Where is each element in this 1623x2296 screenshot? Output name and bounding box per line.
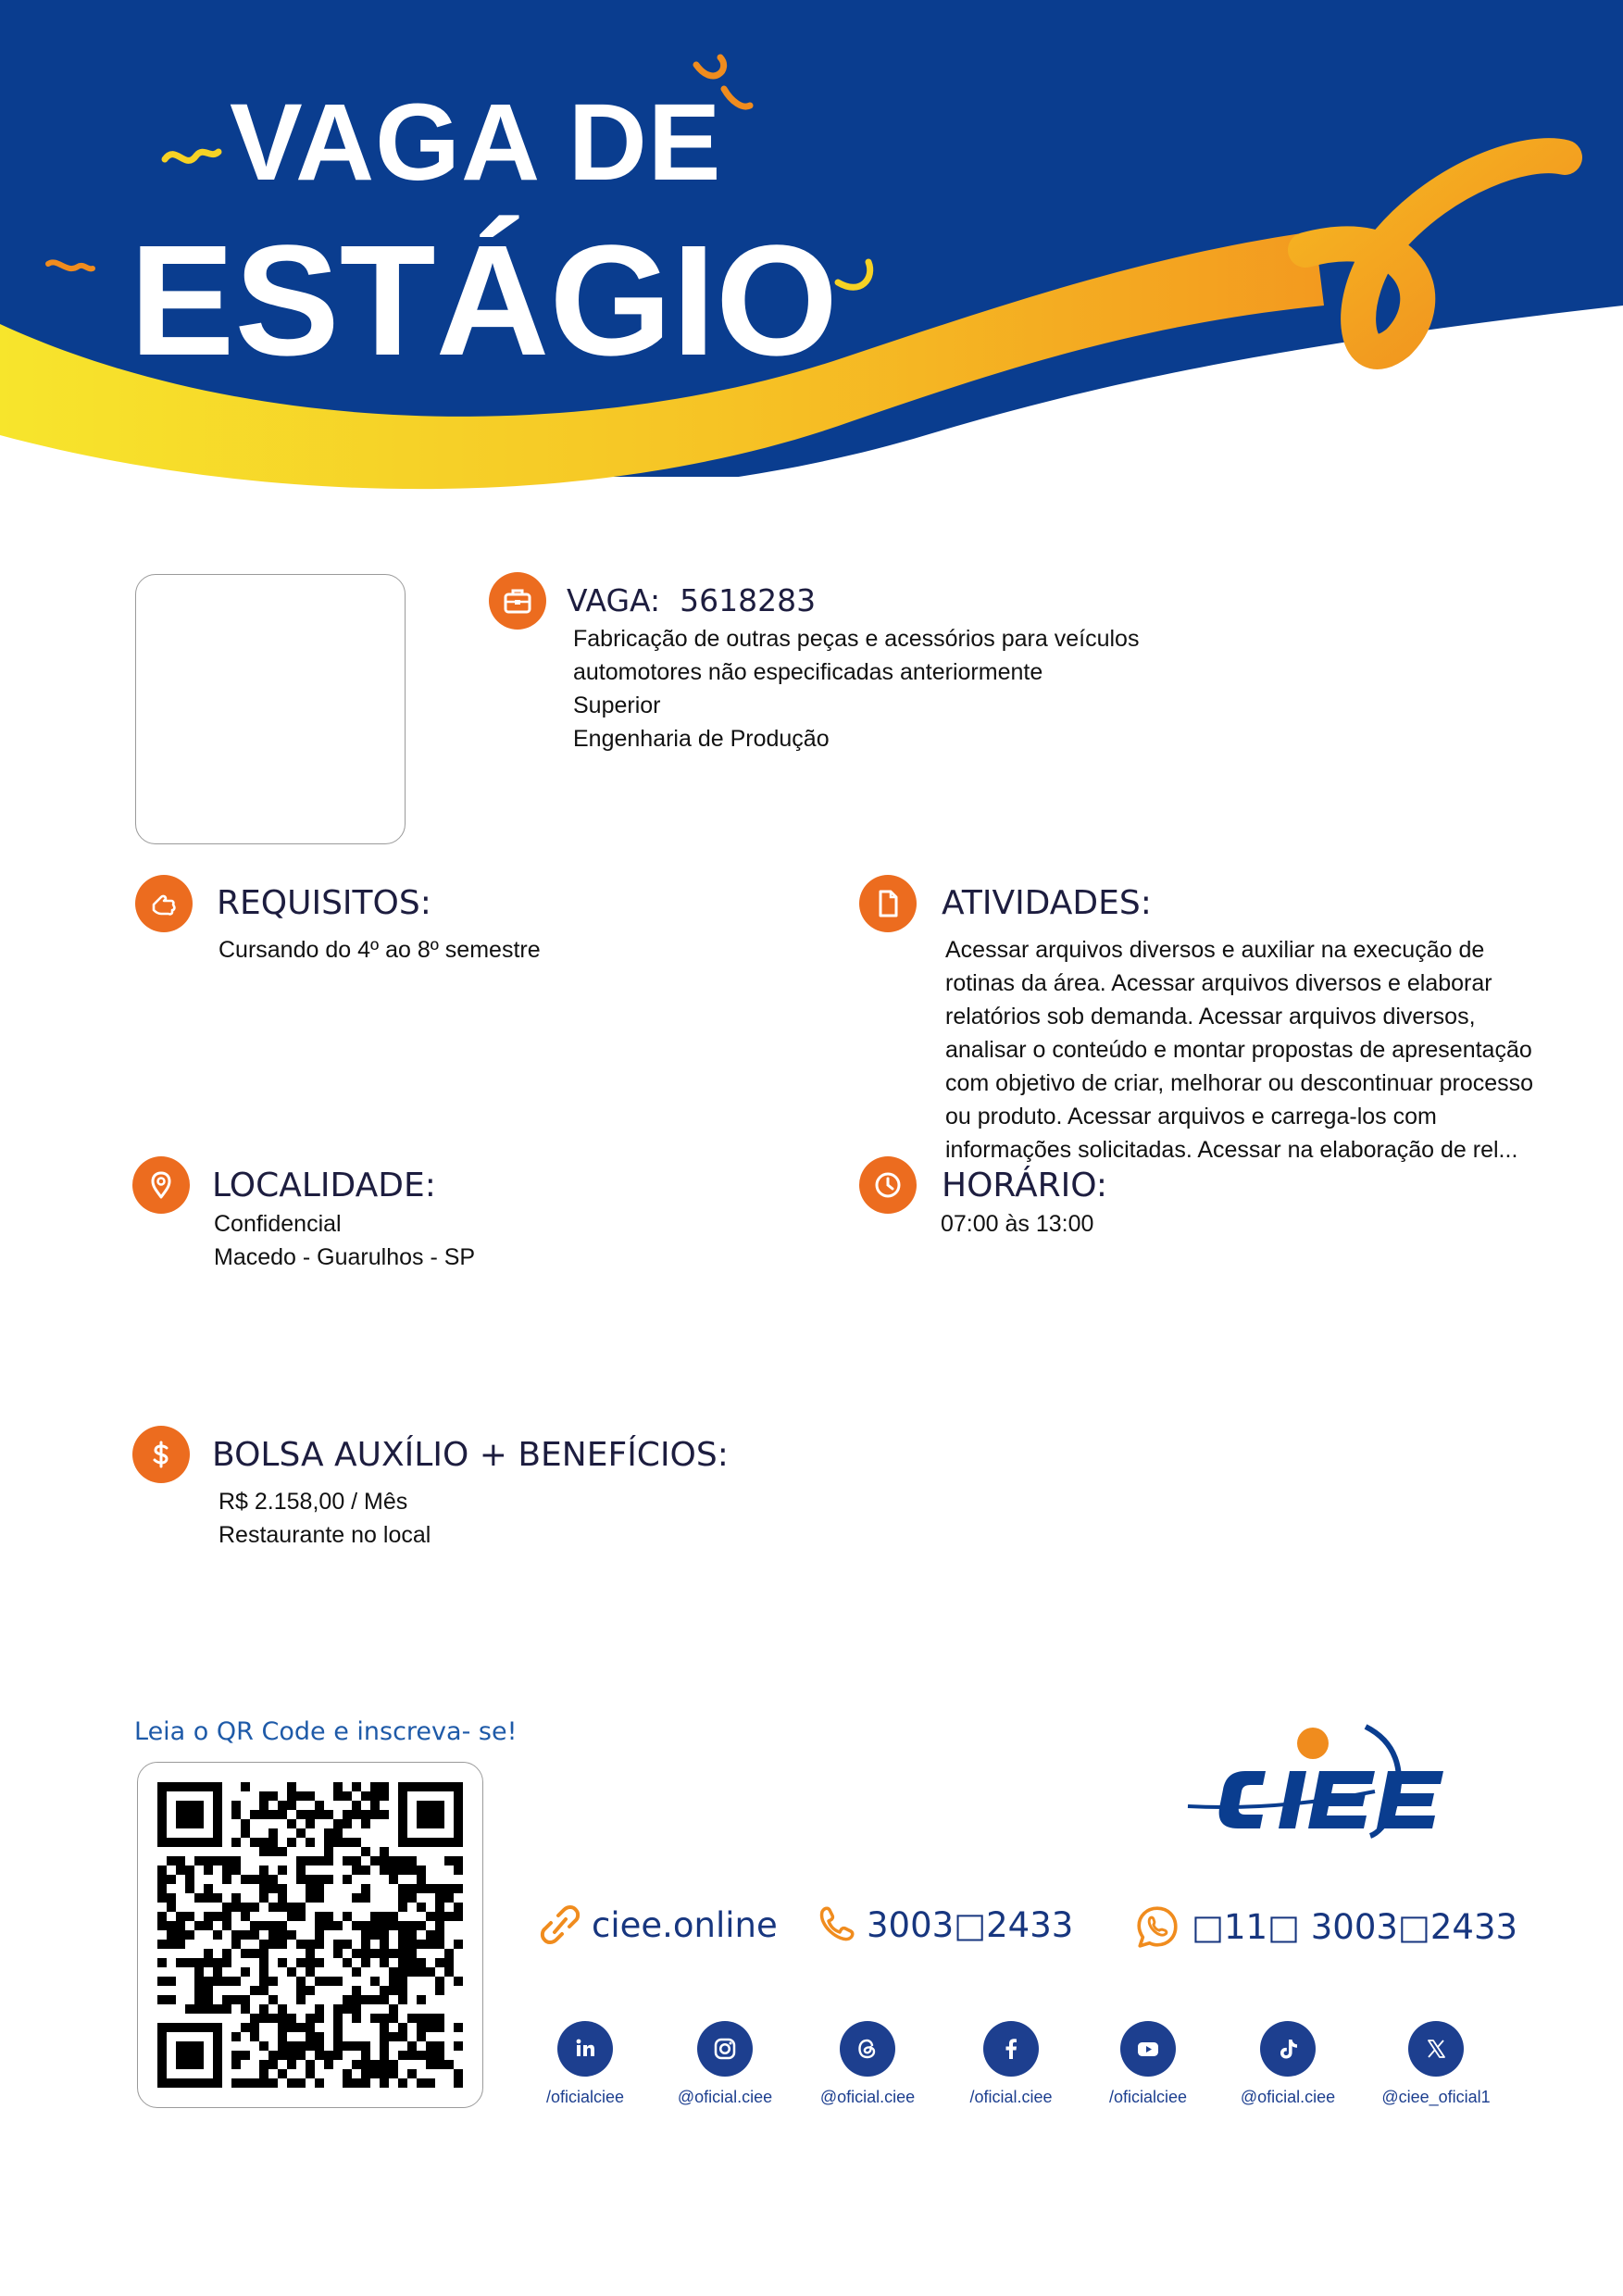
title-line-1: VAGA DE: [230, 81, 722, 204]
qr-caption: Leia o QR Code e inscreva- se!: [134, 1717, 518, 1746]
vaga-heading: [567, 582, 817, 618]
bolsa-line: Restaurante no local: [218, 1522, 431, 1548]
vaga-line: Superior: [573, 693, 661, 718]
whatsapp-text: □11□ 3003□2433: [1192, 1906, 1518, 1947]
bolsa-heading: BOLSA AUXÍLIO + BENEFÍCIOS:: [212, 1436, 729, 1474]
localidade-details: [214, 1207, 475, 1274]
title-line-2: ESTÁGIO: [130, 213, 839, 389]
social-x[interactable]: [1367, 2021, 1505, 2107]
atividades-line: informações solicitadas. Acessar na elaboração de rel...: [945, 1137, 1518, 1163]
atividades-line: com objetivo de criar, melhorar ou descontinuar processo: [945, 1070, 1534, 1096]
social-threads[interactable]: [798, 2021, 937, 2107]
document-icon: [859, 875, 917, 932]
linkedin-icon: [557, 2021, 613, 2077]
atividades-line: relatórios sob demanda. Acessar arquivos diversos,: [945, 1004, 1476, 1029]
company-logo-placeholder: [135, 574, 406, 844]
threads-icon: [840, 2021, 895, 2077]
link-icon: [540, 1903, 581, 1947]
horario-heading: HORÁRIO:: [942, 1167, 1108, 1204]
tiktok-icon: [1260, 2021, 1316, 2077]
social-handle: @ciee_oficial1: [1381, 2088, 1491, 2106]
website-text: ciee.online: [592, 1904, 778, 1945]
vaga-details: [573, 622, 1139, 755]
social-handle: /oficialciee: [1108, 2088, 1188, 2106]
atividades-line: analisar o conteúdo e montar propostas de apresentação: [945, 1037, 1532, 1063]
vaga-line: Fabricação de outras peças e acessórios para veículos: [573, 626, 1140, 652]
vaga-number: 5618283: [680, 582, 817, 618]
whatsapp-link[interactable]: [1134, 1903, 1517, 1951]
atividades-details: [945, 933, 1533, 1167]
website-link[interactable]: [540, 1903, 778, 1947]
requisitos-line: Cursando do 4º ao 8º semestre: [218, 937, 541, 963]
localidade-heading: LOCALIDADE:: [212, 1167, 436, 1204]
horario-line: 07:00 às 13:00: [941, 1211, 1094, 1237]
location-pin-icon: [132, 1156, 190, 1214]
social-handle: /oficial.ciee: [969, 2088, 1053, 2106]
ciee-logo-dot: [1297, 1728, 1329, 1759]
atividades-line: rotinas da área. Acessar arquivos diversos e elaborar: [945, 970, 1492, 996]
youtube-icon: [1120, 2021, 1176, 2077]
dollar-icon: [132, 1426, 190, 1483]
x-icon: [1408, 2021, 1464, 2077]
social-handle: @oficial.ciee: [819, 2088, 916, 2106]
localidade-line: Confidencial: [214, 1211, 342, 1237]
requisitos-heading: REQUISITOS:: [217, 884, 431, 922]
ciee-logo: [1180, 1717, 1495, 1852]
vaga-line: Engenharia de Produção: [573, 726, 830, 752]
facebook-icon: [983, 2021, 1039, 2077]
social-handle: /oficialciee: [545, 2088, 625, 2106]
atividades-line: Acessar arquivos diversos e auxiliar na execução de: [945, 937, 1485, 963]
atividades-heading: ATIVIDADES:: [942, 884, 1152, 922]
social-tiktok[interactable]: [1218, 2021, 1357, 2107]
social-facebook[interactable]: [942, 2021, 1080, 2107]
hand-icon: [135, 875, 193, 932]
atividades-line: ou produto. Acessar arquivos e carrega-los com: [945, 1104, 1437, 1129]
vaga-label: VAGA:: [567, 582, 661, 618]
clock-icon: [859, 1156, 917, 1214]
vaga-line: automotores não especificadas anteriormente: [573, 659, 1043, 685]
phone-icon: [815, 1903, 855, 1947]
bolsa-details: [218, 1485, 431, 1552]
social-handle: @oficial.ciee: [1240, 2088, 1336, 2106]
localidade-line: Macedo - Guarulhos - SP: [214, 1244, 476, 1270]
bolsa-line: R$ 2.158,00 / Mês: [218, 1489, 408, 1515]
requisitos-details: [218, 933, 541, 967]
social-linkedin[interactable]: [516, 2021, 655, 2107]
horario-details: [941, 1207, 1093, 1241]
social-youtube[interactable]: [1079, 2021, 1217, 2107]
instagram-icon: [697, 2021, 753, 2077]
whatsapp-icon: [1134, 1903, 1180, 1951]
social-handle: @oficial.ciee: [677, 2088, 773, 2106]
qr-code-frame[interactable]: [137, 1762, 483, 2108]
briefcase-icon: [489, 572, 546, 630]
qr-code[interactable]: [157, 1782, 463, 2088]
phone-link[interactable]: [815, 1903, 1073, 1947]
phone-text: 3003□2433: [867, 1904, 1074, 1945]
social-instagram[interactable]: [655, 2021, 794, 2107]
